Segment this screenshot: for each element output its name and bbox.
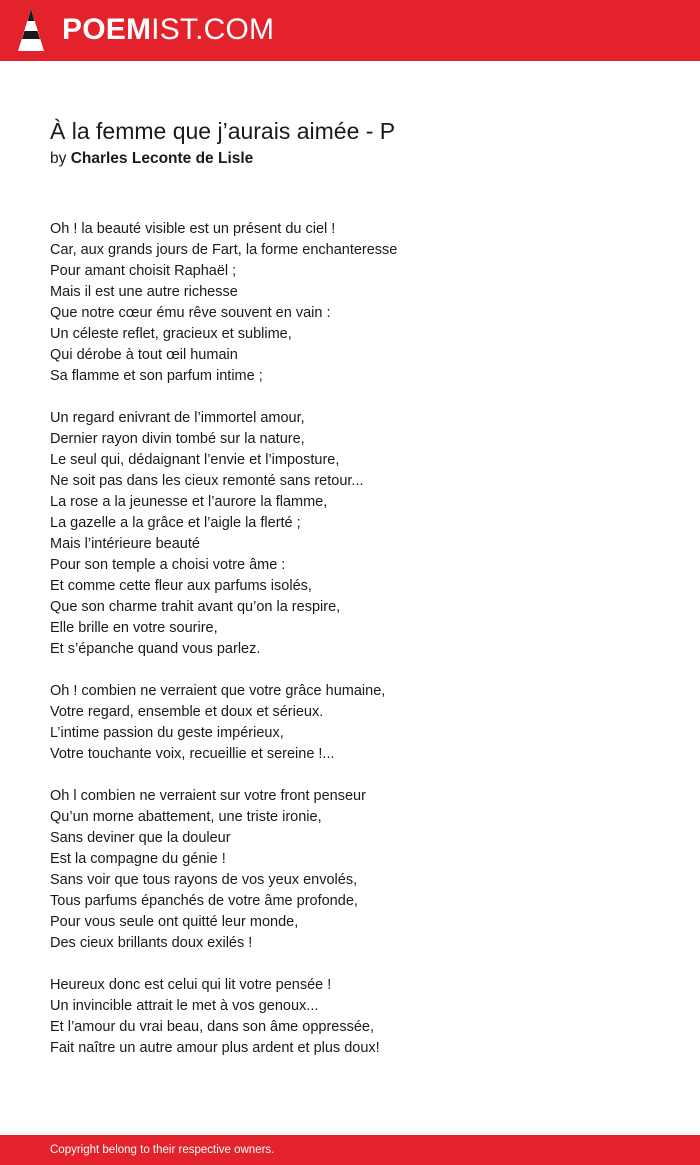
poem-line: Pour vous seule ont quitté leur monde, (50, 914, 299, 930)
stanza (50, 681, 650, 765)
poem-line: La rose a la jeunesse et l’aurore la flamme, (50, 494, 328, 510)
poem-line: Pour son temple a choisi votre âme : (50, 557, 286, 573)
poem-title: À la femme que j’aurais aimée - P (50, 118, 396, 144)
poem-line: Des cieux brillants doux exilés ! (50, 935, 253, 951)
poem-line: Oh ! la beauté visible est un présent du ciel ! (50, 221, 336, 237)
poem-line: L’intime passion du geste impérieux, (50, 725, 284, 741)
author-name: Charles Leconte de Lisle (70, 150, 254, 167)
poem-line: Sa flamme et son parfum intime ; (50, 368, 263, 384)
poem-line: Est la compagne du génie ! (50, 851, 226, 867)
site-logo-link[interactable] (62, 11, 274, 49)
site-footer (0, 1135, 700, 1165)
stanza (50, 786, 650, 954)
poem-line: Un invincible attrait le met à vos genoux... (50, 998, 319, 1014)
poem-line: Sans deviner que la douleur (50, 830, 231, 846)
poem-line: Fait naître un autre amour plus ardent et plus doux! (50, 1040, 380, 1056)
poem-line: Votre regard, ensemble et doux et sérieux. (50, 704, 324, 720)
poem-line: Que notre cœur ému rêve souvent en vain : (50, 305, 331, 321)
poem-line: Oh ! combien ne verraient que votre grâce humaine, (50, 683, 386, 699)
poem-line: La gazelle a la grâce et l’aigle la flerté ; (50, 515, 301, 531)
poem-line: Dernier rayon divin tombé sur la nature, (50, 431, 305, 447)
pencil-tip-icon[interactable] (17, 8, 45, 52)
poem-line: Un céleste reflet, gracieux et sublime, (50, 326, 292, 342)
stanza (50, 219, 650, 387)
poem-line: Mais l’intérieure beauté (50, 536, 200, 552)
byline (50, 148, 253, 170)
poem-line: Tous parfums épanchés de votre âme profonde, (50, 893, 358, 909)
poem-line: Et comme cette fleur aux parfums isolés, (50, 578, 312, 594)
poem-line: Car, aux grands jours de Fart, la forme enchanteresse (50, 242, 398, 258)
poem-line: Qui dérobe à tout œil humain (50, 347, 238, 363)
poem-line: Heureux donc est celui qui lit votre pensée ! (50, 977, 332, 993)
poem-line: Le seul qui, dédaignant l’envie et l’imposture, (50, 452, 340, 468)
stanza (50, 975, 650, 1059)
copyright-text: Copyright belong to their respective owners. (50, 1144, 275, 1156)
poem-line: Mais il est une autre richesse (50, 284, 238, 300)
poem-line: Qu’un morne abattement, une triste ironie, (50, 809, 322, 825)
stanza (50, 408, 650, 660)
poem-line: Elle brille en votre sourire, (50, 620, 218, 636)
poem-line: Et l’amour du vrai beau, dans son âme oppressée, (50, 1019, 375, 1035)
poem-line: Et s’épanche quand vous parlez. (50, 641, 261, 657)
poem-line: Sans voir que tous rayons de vos yeux envolés, (50, 872, 358, 888)
poem-line: Que son charme trahit avant qu’on la respire, (50, 599, 341, 615)
poem-line: Ne soit pas dans les cieux remonté sans retour... (50, 473, 364, 489)
brand-name-light: IST.COM (151, 13, 275, 46)
poem-line: Pour amant choisit Raphaël ; (50, 263, 237, 279)
site-header (0, 0, 700, 61)
poem-body (50, 219, 650, 1080)
poem-line: Votre touchante voix, recueillie et sereine !... (50, 746, 335, 762)
brand-name-bold: POEM (62, 13, 152, 46)
by-label: by (50, 150, 67, 167)
poem-line: Un regard enivrant de l’immortel amour, (50, 410, 305, 426)
poem-line: Oh l combien ne verraient sur votre front penseur (50, 788, 366, 804)
